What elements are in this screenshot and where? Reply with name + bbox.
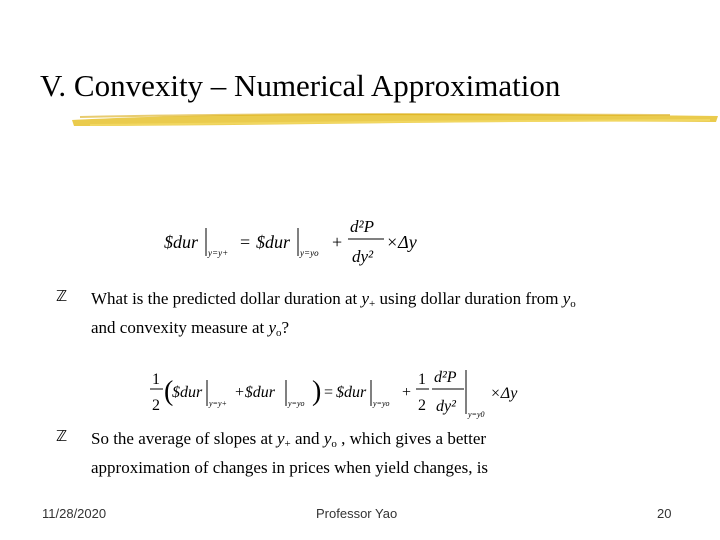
eq1-equals: = (240, 232, 251, 252)
equation-dollar-duration-at-y-plus (160, 212, 440, 270)
eq2-plus-dur: +$dur (234, 384, 276, 401)
bullet1-var-y-o-sub: o (570, 298, 576, 310)
eq2-equals: = (324, 384, 334, 401)
bullet1-var-y-o: y (562, 289, 571, 308)
eq2-rparen: ) (312, 376, 322, 407)
title-underline-brushstroke (70, 108, 720, 130)
eq2-term2-eval: y=yo (288, 399, 305, 408)
eq2-half2-num: 1 (418, 371, 426, 388)
eq1-fraction-denominator: dy² (352, 247, 374, 266)
bullet1-var-y-sub: + (369, 298, 376, 310)
bullet-average-of-slopes (56, 427, 696, 480)
eq2-fraction-denominator: dy² (436, 398, 456, 415)
bullet2-text-a: So the average of slopes at (91, 429, 277, 448)
bullet2-var-y-o: y (323, 429, 332, 448)
eq2-fraction-numerator: d²P (434, 369, 457, 386)
eq1-lhs: $dur (164, 232, 199, 252)
bullet1-question-mark: ? (281, 318, 290, 337)
z-bullet-icon: ℤ (56, 427, 68, 445)
bullet2-var-y-sub: + (284, 438, 291, 450)
eq2-term1: $dur (172, 384, 203, 401)
footer-page-number: 20 (657, 506, 672, 521)
bullet2-var-y: y (277, 429, 285, 448)
bullet2-text-c: , which gives a better (336, 429, 487, 448)
eq2-times-delta-y: ×Δy (490, 385, 518, 402)
z-bullet-icon: ℤ (56, 287, 68, 305)
bullet2-text-b: and (290, 429, 324, 448)
eq1-lhs-eval: y=y+ (208, 248, 229, 258)
bullet2-var-y-o-sub: o (331, 438, 337, 450)
eq2-lparen: ( (164, 376, 174, 407)
eq1-fraction-numerator: d²P (350, 217, 374, 236)
eq2-term3-eval: y=yo (373, 399, 390, 408)
eq2-half-den: 2 (152, 397, 160, 414)
slide-title: V. Convexity – Numerical Approximation (40, 68, 561, 103)
footer-author: Professor Yao (316, 506, 398, 521)
bullet1-text-c: and convexity measure at (91, 318, 269, 337)
bullet1-text-a: What is the predicted dollar duration at (91, 289, 362, 308)
bullet1-var-y-o-2: y (268, 318, 277, 337)
eq2-eval: y=y0 (468, 410, 485, 419)
eq1-rhs: $dur (256, 232, 291, 252)
eq1-rhs-eval: y=yo (300, 248, 319, 258)
bullet1-var-y: y (361, 289, 370, 308)
eq1-plus: + (332, 232, 343, 252)
bullet1-var-y-o-2-sub: o (276, 327, 282, 339)
eq2-half-num: 1 (152, 371, 160, 388)
eq1-times-delta-y: ×Δy (386, 232, 417, 252)
bullet-predicted-duration (56, 287, 696, 345)
equation-average-slopes (150, 362, 540, 422)
eq2-term3: $dur (336, 384, 367, 401)
footer-date: 11/28/2020 (42, 506, 107, 521)
eq2-half2-den: 2 (418, 397, 426, 414)
eq2-plus: + (402, 384, 412, 401)
eq2-term1-eval: y=y+ (209, 399, 227, 408)
bullet2-text-line2: approximation of changes in prices when yield changes, is (91, 458, 489, 477)
bullet1-text-b: using dollar duration from (375, 289, 563, 308)
